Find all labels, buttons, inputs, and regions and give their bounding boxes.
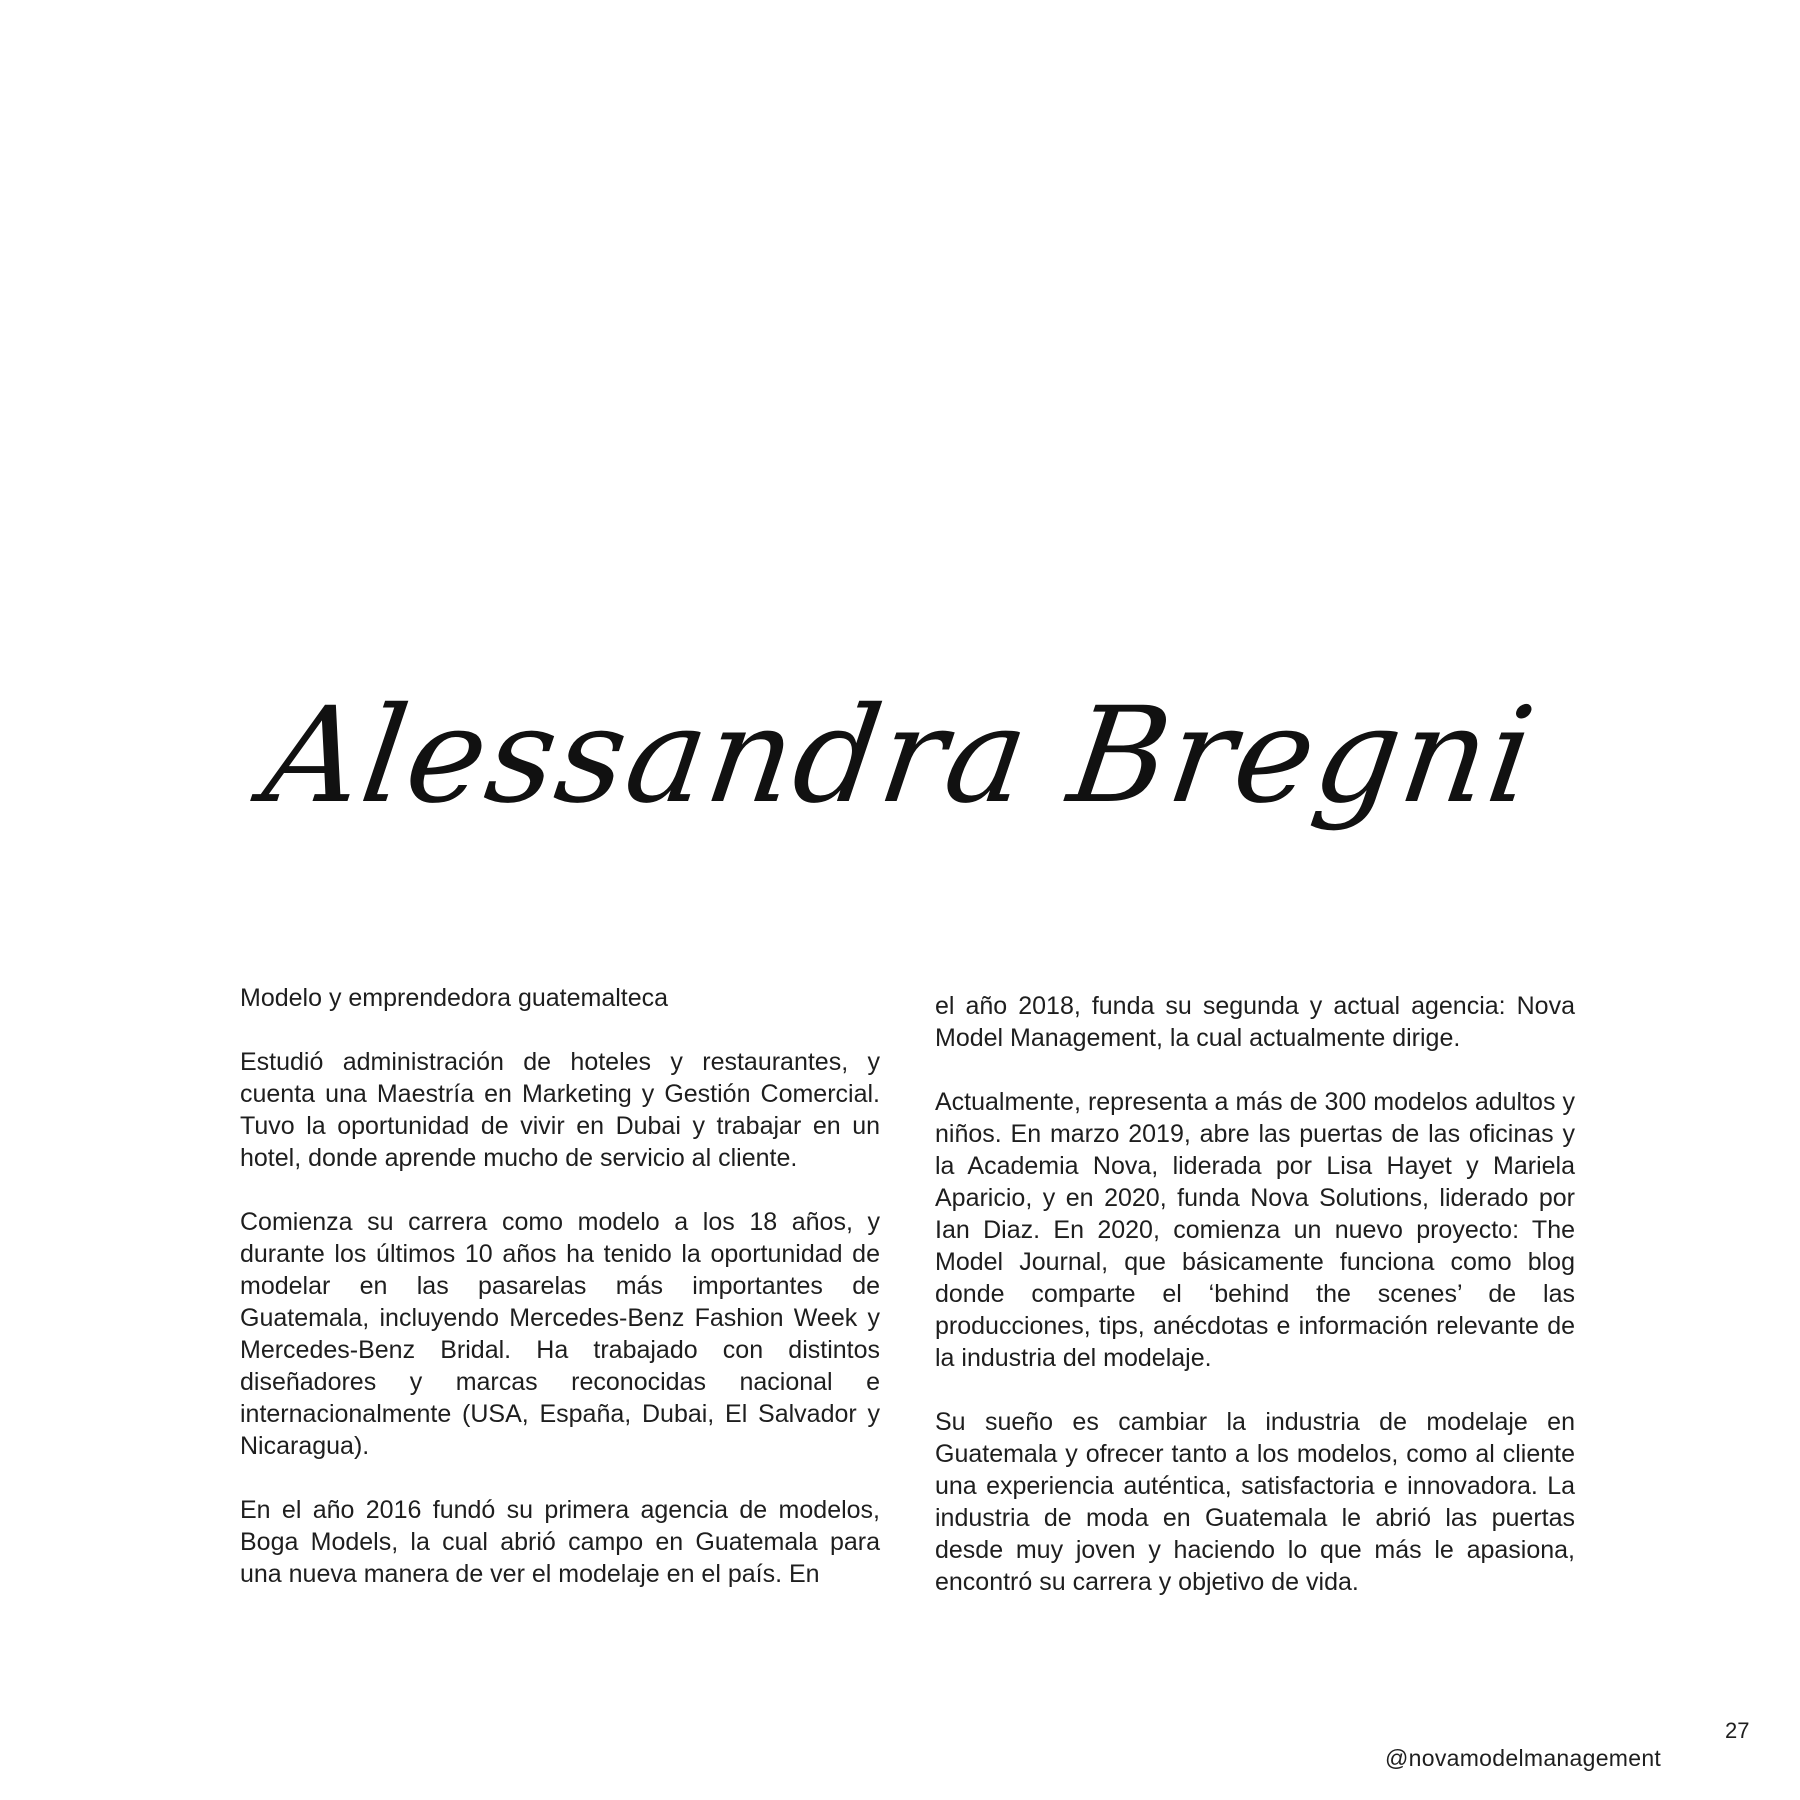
- right-paragraph-2: Actualmente, representa a más de 300 modelos adultos y niños. En marzo 2019, abre las puertas de las oficinas y la Academia Nova, liderada por Lisa Hayet y Mariela Aparicio, y en 2020, funda Nova Solutions, liderado por Ian Diaz. En 2020, comienza un nuevo proyecto: The Model Journal, que básicamente funciona como blog donde comparte el ‘behind the scenes’ de las producciones, tips, anécdotas e información relevante de la industria del modelaje.: [935, 1088, 1575, 1372]
- right-paragraph-3: Su sueño es cambiar la industria de modelaje en Guatemala y ofrecer tanto a los modelos, como al cliente una experiencia auténtica, satisfactoria e innovadora. La industria de moda en Guatemala le abrió las puertas desde muy joven y haciendo lo que más le apasiona, encontró su carrera y objetivo de vida.: [935, 1408, 1575, 1596]
- left-paragraph-2: Comienza su carrera como modelo a los 18 años, y durante los últimos 10 años ha tenido la oportunidad de modelar en las pasarelas más importantes de Guatemala, incluyendo Mercedes-Benz Fashion Week y Mercedes-Benz Bridal. Ha trabajado con distintos diseñadores y marcas reconocidas nacional e internacionalmente (USA, España, Dubai, El Salvador y Nicaragua).: [240, 1208, 880, 1460]
- page-title: Alessandra Bregni: [255, 679, 1545, 833]
- right-paragraph-1: el año 2018, funda su segunda y actual agencia: Nova Model Management, la cual actualmente dirige.: [935, 992, 1575, 1052]
- left-paragraph-1: Estudió administración de hoteles y restaurantes, y cuenta una Maestría en Marketing y Gestión Comercial. Tuvo la oportunidad de vivir en Dubai y trabajar en un hotel, donde aprende mucho de servicio al cliente.: [240, 1048, 880, 1172]
- left-paragraph-3: En el año 2016 fundó su primera agencia de modelos, Boga Models, la cual abrió campo en Guatemala para una nueva manera de ver el modelaje en el país. En: [240, 1496, 880, 1588]
- subtitle: Modelo y emprendedora guatemalteca: [240, 984, 669, 1012]
- right-column: [935, 990, 1575, 1630]
- social-handle: @novamodelmanagement: [1385, 1745, 1662, 1771]
- left-column: [240, 982, 880, 1622]
- page-number: 27: [1725, 1718, 1750, 1743]
